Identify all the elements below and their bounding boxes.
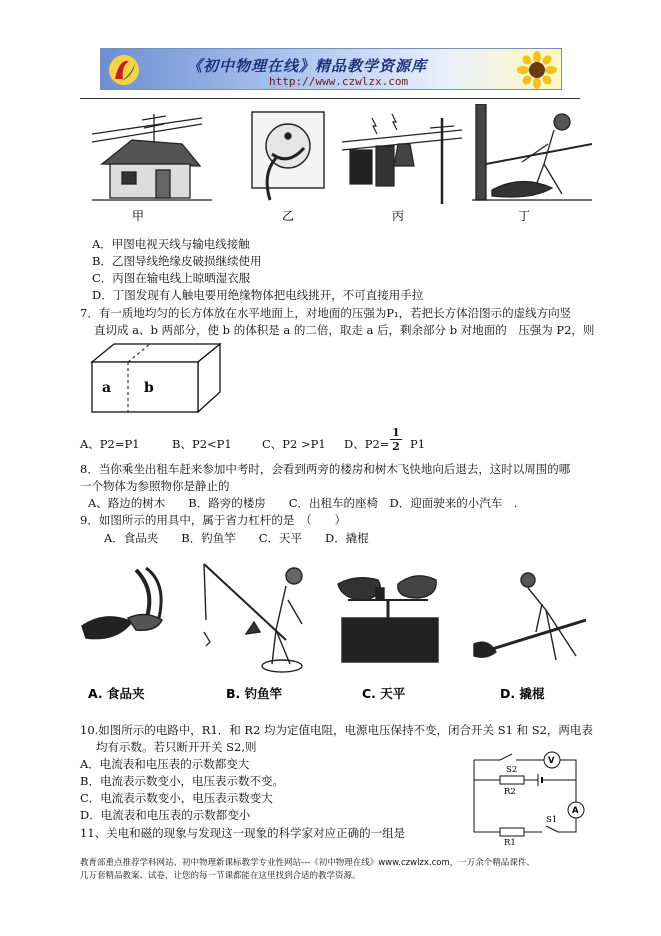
q9-caption-d: D. 撬棍 bbox=[500, 686, 545, 701]
q6-option-b: B．乙图导线绝缘皮破损继续使用 bbox=[92, 254, 262, 268]
box-label-b: b bbox=[144, 380, 154, 396]
q8-stem-line2: 一个物体为参照物你是静止的 bbox=[80, 479, 230, 493]
q9-stem: 9．如图所示的用具中，属于省力杠杆的是 （ ） bbox=[80, 513, 347, 527]
q11-stem: 11、关电和磁的现象与发现这一现象的科学家对应正确的一组是 bbox=[80, 826, 406, 840]
fig-label-bing: 丙 bbox=[392, 209, 405, 223]
q9-figure-strip bbox=[76, 560, 586, 710]
fig-label-yi: 乙 bbox=[282, 209, 295, 223]
rescue-drawing bbox=[472, 104, 592, 200]
fig-label-jia: 甲 bbox=[132, 209, 145, 223]
q7-stem-line1: 7．有一质地均匀的长方体放在水平地面上，对地面的压强为P₁，若把长方体沿图示的虚线方向竖 bbox=[80, 306, 572, 320]
header-rule bbox=[80, 98, 580, 99]
q10-option-d: D．电流表和电压表的示数都变小 bbox=[80, 808, 251, 822]
label-s1: S1 bbox=[546, 815, 558, 825]
q6-option-a: A．甲图电视天线与输电线接触 bbox=[92, 237, 250, 251]
food-tongs-drawing bbox=[82, 568, 162, 639]
balance-scale-drawing bbox=[338, 576, 438, 662]
banner-url: http://www.czwlzx.com bbox=[269, 75, 409, 88]
sunflower-icon bbox=[517, 51, 557, 89]
q9-caption-b: B. 钓鱼竿 bbox=[226, 686, 283, 701]
q10-stem-line1: 10.如图所示的电路中，R1．和 R2 均为定值电阻，电源电压保持不变，闭合开关 S1 和 S2，两电表 bbox=[80, 723, 593, 737]
footer-line2: 几万套精品教案、试卷，让您的每一节课都能在这里找到合适的教学资源。 bbox=[80, 871, 361, 881]
label-s2: S2 bbox=[506, 765, 518, 775]
q7-option-a: A、P2=P1 bbox=[80, 437, 140, 451]
q7-stem-line2: 直切成 a、b 两部分，使 b 的体积是 a 的二倍，取走 a 后，剩余部分 b 对地面的 压强为 P2，则 bbox=[94, 323, 595, 337]
footer-line1: 教育部重点推荐学科网站、初中物理新课标教学专业性网站---《初中物理在线》www.czwlzx.com，一万余个精品课件、 bbox=[80, 858, 535, 868]
q6-option-c: C．丙图在输电线上晾晒湿衣服 bbox=[92, 271, 251, 285]
box-label-a: a bbox=[102, 380, 112, 396]
q7-option-c: C、P2 >P1 bbox=[262, 437, 326, 451]
q10-option-c: C．电流表示数变小，电压表示数变大 bbox=[80, 791, 273, 805]
voltmeter-label: V bbox=[548, 756, 555, 766]
fraction-numerator: 1 bbox=[390, 426, 402, 440]
q7-option-d-suffix: P1 bbox=[410, 437, 426, 451]
q7-option-b: B、P2<P1 bbox=[172, 437, 232, 451]
q7-option-d-prefix: D、P2= bbox=[344, 437, 390, 451]
q9-options: A．食品夹 B．钓鱼竿 C．天平 D．撬棍 bbox=[104, 531, 369, 545]
fig-label-ding: 丁 bbox=[518, 209, 531, 223]
q7-box-figure bbox=[86, 340, 236, 420]
q10-option-a: A．电流表和电压表的示数都变大 bbox=[80, 757, 250, 771]
crowbar-drawing bbox=[474, 573, 586, 660]
fishing-rod-drawing bbox=[204, 564, 302, 672]
q9-caption-a: A. 食品夹 bbox=[88, 686, 145, 701]
q10-option-b: B．电流表示数变小，电压表示数不变。 bbox=[80, 774, 284, 788]
q6-figure-strip bbox=[92, 104, 592, 228]
q7-fraction bbox=[390, 426, 402, 453]
house-antenna-drawing bbox=[92, 114, 212, 200]
label-r1: R1 bbox=[504, 838, 516, 846]
site-logo-icon bbox=[107, 53, 141, 87]
ammeter-label: A bbox=[572, 806, 579, 816]
q9-caption-c: C. 天平 bbox=[362, 686, 406, 701]
q6-option-d: D．丁图发现有人触电要用绝缘物体把电线挑开，不可直接用手拉 bbox=[92, 288, 424, 302]
banner-title: 《初中物理在线》精品教学资源库 bbox=[187, 57, 428, 75]
fraction-denominator: 2 bbox=[392, 440, 400, 453]
q8-options: A、路边的树木 B．路旁的楼房 C．出租车的座椅 D．迎面驶来的小汽车 . bbox=[88, 496, 518, 510]
label-r2: R2 bbox=[504, 787, 516, 797]
clothes-on-wire-drawing bbox=[342, 114, 462, 204]
header-banner bbox=[100, 48, 562, 90]
q8-stem-line1: 8．当你乘坐出租车赶来参加中考时，会看到两旁的楼房和树木飞快地向后退去，这时以周围的哪 bbox=[80, 462, 571, 476]
q10-circuit-diagram bbox=[460, 750, 588, 846]
wall-outlet-drawing bbox=[252, 112, 324, 200]
q10-stem-line2: 均有示数。若只断开开关 S2,则 bbox=[96, 740, 257, 754]
